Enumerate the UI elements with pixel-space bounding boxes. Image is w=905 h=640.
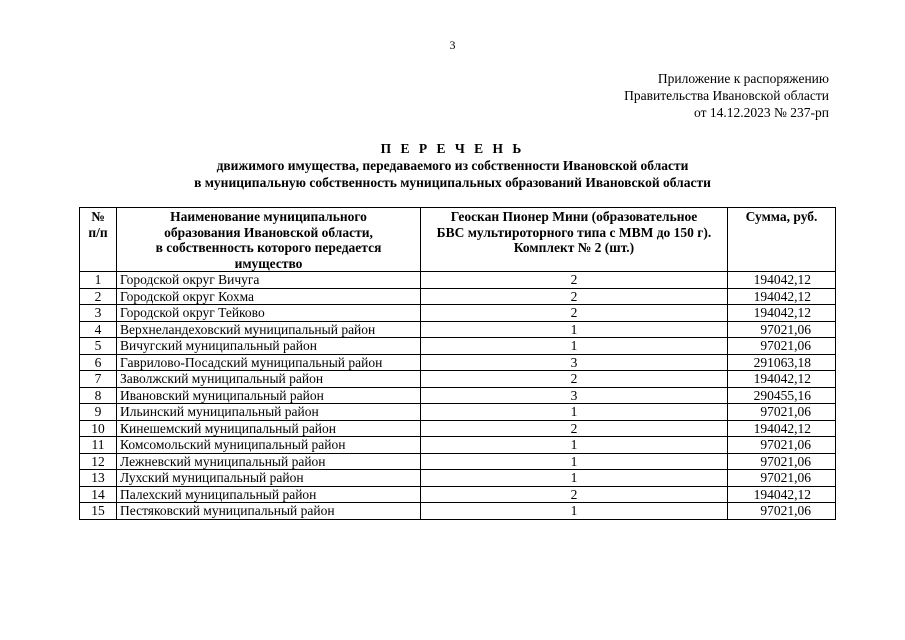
header-municipality-line-4: имущество [234,255,303,271]
document-title [0,140,905,191]
table-row [80,354,836,371]
table-row [80,470,836,487]
table-row [80,453,836,470]
header-quantity-line-1: Геоскан Пионер Мини (образовательное [450,209,698,224]
row-municipality: Вичугский муниципальный район [117,338,421,355]
row-quantity: 1 [421,404,728,421]
row-sum: 194042,12 [728,420,836,437]
row-municipality: Комсомольский муниципальный район [117,437,421,454]
header-number-line-1: № [91,209,105,224]
row-sum: 97021,06 [728,453,836,470]
row-sum: 194042,12 [728,288,836,305]
row-number: 11 [80,437,117,454]
row-municipality: Гаврилово-Посадский муниципальный район [117,354,421,371]
row-number: 7 [80,371,117,388]
table-row [80,288,836,305]
row-quantity: 1 [421,437,728,454]
row-quantity: 1 [421,453,728,470]
row-number: 13 [80,470,117,487]
row-number: 4 [80,321,117,338]
row-quantity: 2 [421,305,728,322]
row-number: 6 [80,354,117,371]
row-municipality: Лухский муниципальный район [117,470,421,487]
row-quantity: 3 [421,354,728,371]
header-sum: Сумма, руб. [728,208,836,272]
appendix-note [624,70,829,121]
table-row [80,371,836,388]
table-row [80,420,836,437]
row-quantity: 2 [421,288,728,305]
row-municipality: Городской округ Вичуга [117,272,421,289]
row-sum: 97021,06 [728,338,836,355]
row-sum: 194042,12 [728,486,836,503]
table-row [80,272,836,289]
row-sum: 97021,06 [728,503,836,520]
appendix-line-2: Правительства Ивановской области [624,88,829,103]
row-municipality: Палехский муниципальный район [117,486,421,503]
row-municipality: Лежневский муниципальный район [117,453,421,470]
row-number: 9 [80,404,117,421]
table-row [80,503,836,520]
row-sum: 194042,12 [728,305,836,322]
row-number: 12 [80,453,117,470]
table-row [80,404,836,421]
appendix-line-1: Приложение к распоряжению [657,71,829,86]
row-sum: 97021,06 [728,404,836,421]
row-number: 15 [80,503,117,520]
header-municipality [117,208,421,272]
row-quantity: 3 [421,387,728,404]
row-municipality: Заволжский муниципальный район [117,371,421,388]
table-row [80,387,836,404]
table-header-row [80,208,836,272]
row-municipality: Ивановский муниципальный район [117,387,421,404]
header-municipality-line-1: Наименование муниципального [170,209,367,224]
row-number: 8 [80,387,117,404]
header-number-line-2: п/п [88,224,108,240]
row-municipality: Пестяковский муниципальный район [117,503,421,520]
row-sum: 194042,12 [728,371,836,388]
row-sum: 290455,16 [728,387,836,404]
row-quantity: 2 [421,420,728,437]
title-line-2: в муниципальную собственность муниципальных образований Ивановской области [194,175,711,190]
row-quantity: 1 [421,503,728,520]
header-municipality-line-2: образования Ивановской области, [164,224,373,240]
table-row [80,338,836,355]
row-number: 14 [80,486,117,503]
header-number [80,208,117,272]
row-sum: 97021,06 [728,470,836,487]
row-number: 10 [80,420,117,437]
table-body [80,272,836,520]
row-municipality: Кинешемский муниципальный район [117,420,421,437]
row-sum: 291063,18 [728,354,836,371]
appendix-line-3: от 14.12.2023 № 237-рп [694,105,829,120]
table-row [80,437,836,454]
row-municipality: Ильинский муниципальный район [117,404,421,421]
row-number: 2 [80,288,117,305]
row-quantity: 2 [421,272,728,289]
row-number: 3 [80,305,117,322]
title-heading: П Е Р Е Ч Е Н Ь [380,141,525,156]
row-sum: 194042,12 [728,272,836,289]
row-municipality: Верхнеландеховский муниципальный район [117,321,421,338]
header-quantity-line-2: БВС мультироторного типа с МВМ до 150 г). [436,224,712,240]
header-municipality-line-3: в собственность которого передается [155,240,382,255]
row-number: 1 [80,272,117,289]
page-number: 3 [449,38,456,52]
table-row [80,321,836,338]
row-municipality: Городской округ Тейково [117,305,421,322]
header-quantity-line-3: Комплект № 2 (шт.) [513,240,635,255]
title-line-1: движимого имущества, передаваемого из собственности Ивановской области [216,158,689,173]
row-quantity: 1 [421,338,728,355]
table-row [80,305,836,322]
header-quantity [421,208,728,272]
row-sum: 97021,06 [728,321,836,338]
property-table [79,207,836,520]
row-quantity: 1 [421,321,728,338]
row-quantity: 1 [421,470,728,487]
row-quantity: 2 [421,371,728,388]
table-row [80,486,836,503]
row-quantity: 2 [421,486,728,503]
row-number: 5 [80,338,117,355]
row-municipality: Городской округ Кохма [117,288,421,305]
row-sum: 97021,06 [728,437,836,454]
